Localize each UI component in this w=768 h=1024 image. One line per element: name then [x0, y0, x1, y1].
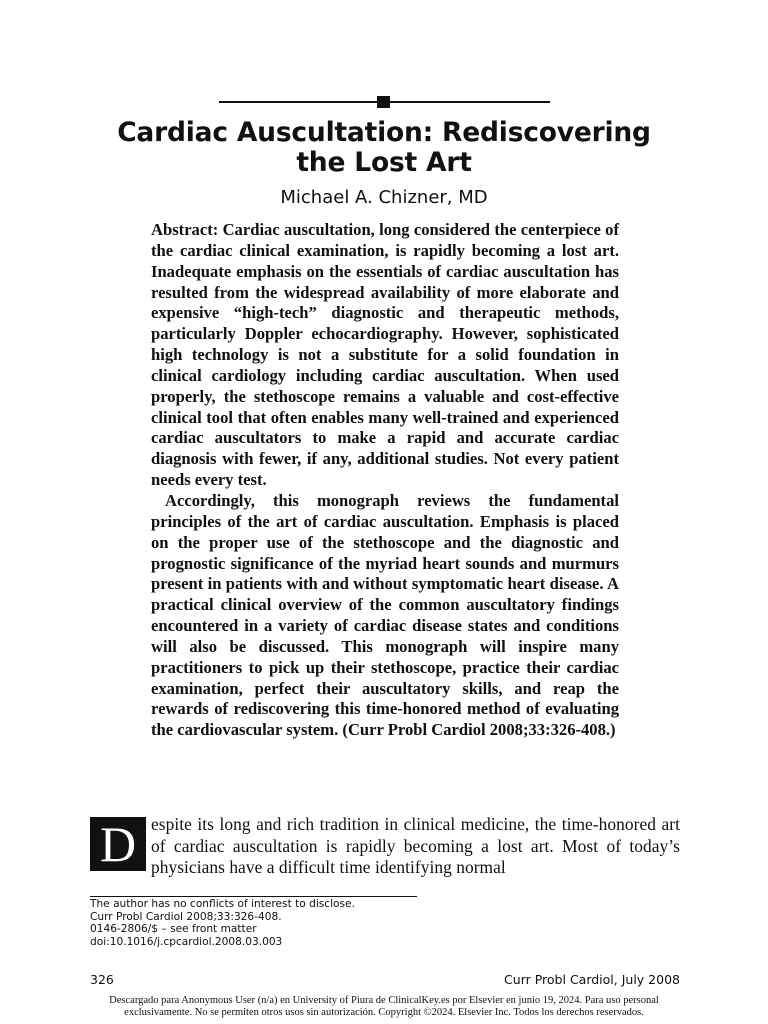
abstract-paragraph-1: [151, 220, 619, 491]
article-title: [60, 118, 708, 178]
footnote-conflict: The author has no conflicts of interest to disclose.: [90, 898, 355, 910]
footnote-citation: Curr Probl Cardiol 2008;33:326-408.: [90, 910, 282, 923]
journal-footer: Curr Probl Cardiol, July 2008: [504, 972, 680, 987]
ornament-rule-right: [390, 101, 550, 103]
download-notice-line-2: exclusivamente. No se permiten otros usos sin autorización. Copyright ©2024. Elsevier Inc. Todos los derechos reservados.: [124, 1006, 644, 1018]
abstract-paragraph-1-text: Cardiac auscultation, long considered the centerpiece of the cardiac clinical examination, is rapidly becoming a lost art. Inadequate emphasis on the essentials of cardiac auscultation has resulted from the widespread availability of more elaborate and expensive “high-tech” diagnostic and therapeutic methods, particularly Doppler echocardiography. However, sophisticated high technology is not a substitute for a solid foundation in clinical cardiology including cardiac auscultation. When used properly, the stethoscope remains a valuable and cost-effective clinical tool that often enables many well-trained and experienced cardiac auscultators to make a rapid and accurate cardiac diagnosis with fewer, if any, additional studies. Not every patient needs every test.: [151, 220, 619, 490]
footnote-rule: [90, 896, 417, 897]
body-text: espite its long and rich tradition in clinical medicine, the time-honored art of cardiac auscultation is rapidly becoming a lost art. Most of today’s physicians have a difficult time identifying normal: [151, 814, 680, 878]
footnotes: [90, 898, 510, 948]
ornament-rule-left: [219, 101, 377, 103]
download-notice: [10, 995, 758, 1018]
page-number: 326: [90, 972, 114, 987]
title-line-2: the Lost Art: [296, 147, 472, 178]
title-line-1: Cardiac Auscultation: Rediscovering: [117, 117, 651, 148]
ornament-square: [377, 96, 390, 108]
footnote-doi: doi:10.1016/j.cpcardiol.2008.03.003: [90, 935, 283, 948]
abstract-paragraph-2: Accordingly, this monograph reviews the fundamental principles of the art of cardiac auscultation. Emphasis is placed on the proper use of the stethoscope and the diagnostic and prognostic significance of the myriad heart sounds and murmurs present in patients with and without symptomatic heart disease. A practical clinical overview of the common auscultatory findings encountered in a variety of cardiac disease states and conditions will also be discussed. This monograph will inspire many practitioners to pick up their stethoscope, practice their cardiac examination, perfect their auscultatory skills, and reap the rewards of rediscovering this time-honored method of evaluating the cardiovascular system. (Curr Probl Cardiol 2008;33:326-408.): [151, 490, 619, 740]
footnote-issn: 0146-2806/$ – see front matter: [90, 923, 257, 936]
title-ornament: [219, 96, 550, 108]
abstract-label: Abstract:: [151, 220, 219, 239]
author-name: Michael A. Chizner, MD: [280, 187, 488, 208]
download-notice-line-1: Descargado para Anonymous User (n/a) en University of Piura de ClinicalKey.es por Elsevier en junio 19, 2024. Para uso personal: [109, 995, 659, 1006]
abstract: [151, 220, 619, 741]
drop-cap: D: [90, 817, 146, 871]
